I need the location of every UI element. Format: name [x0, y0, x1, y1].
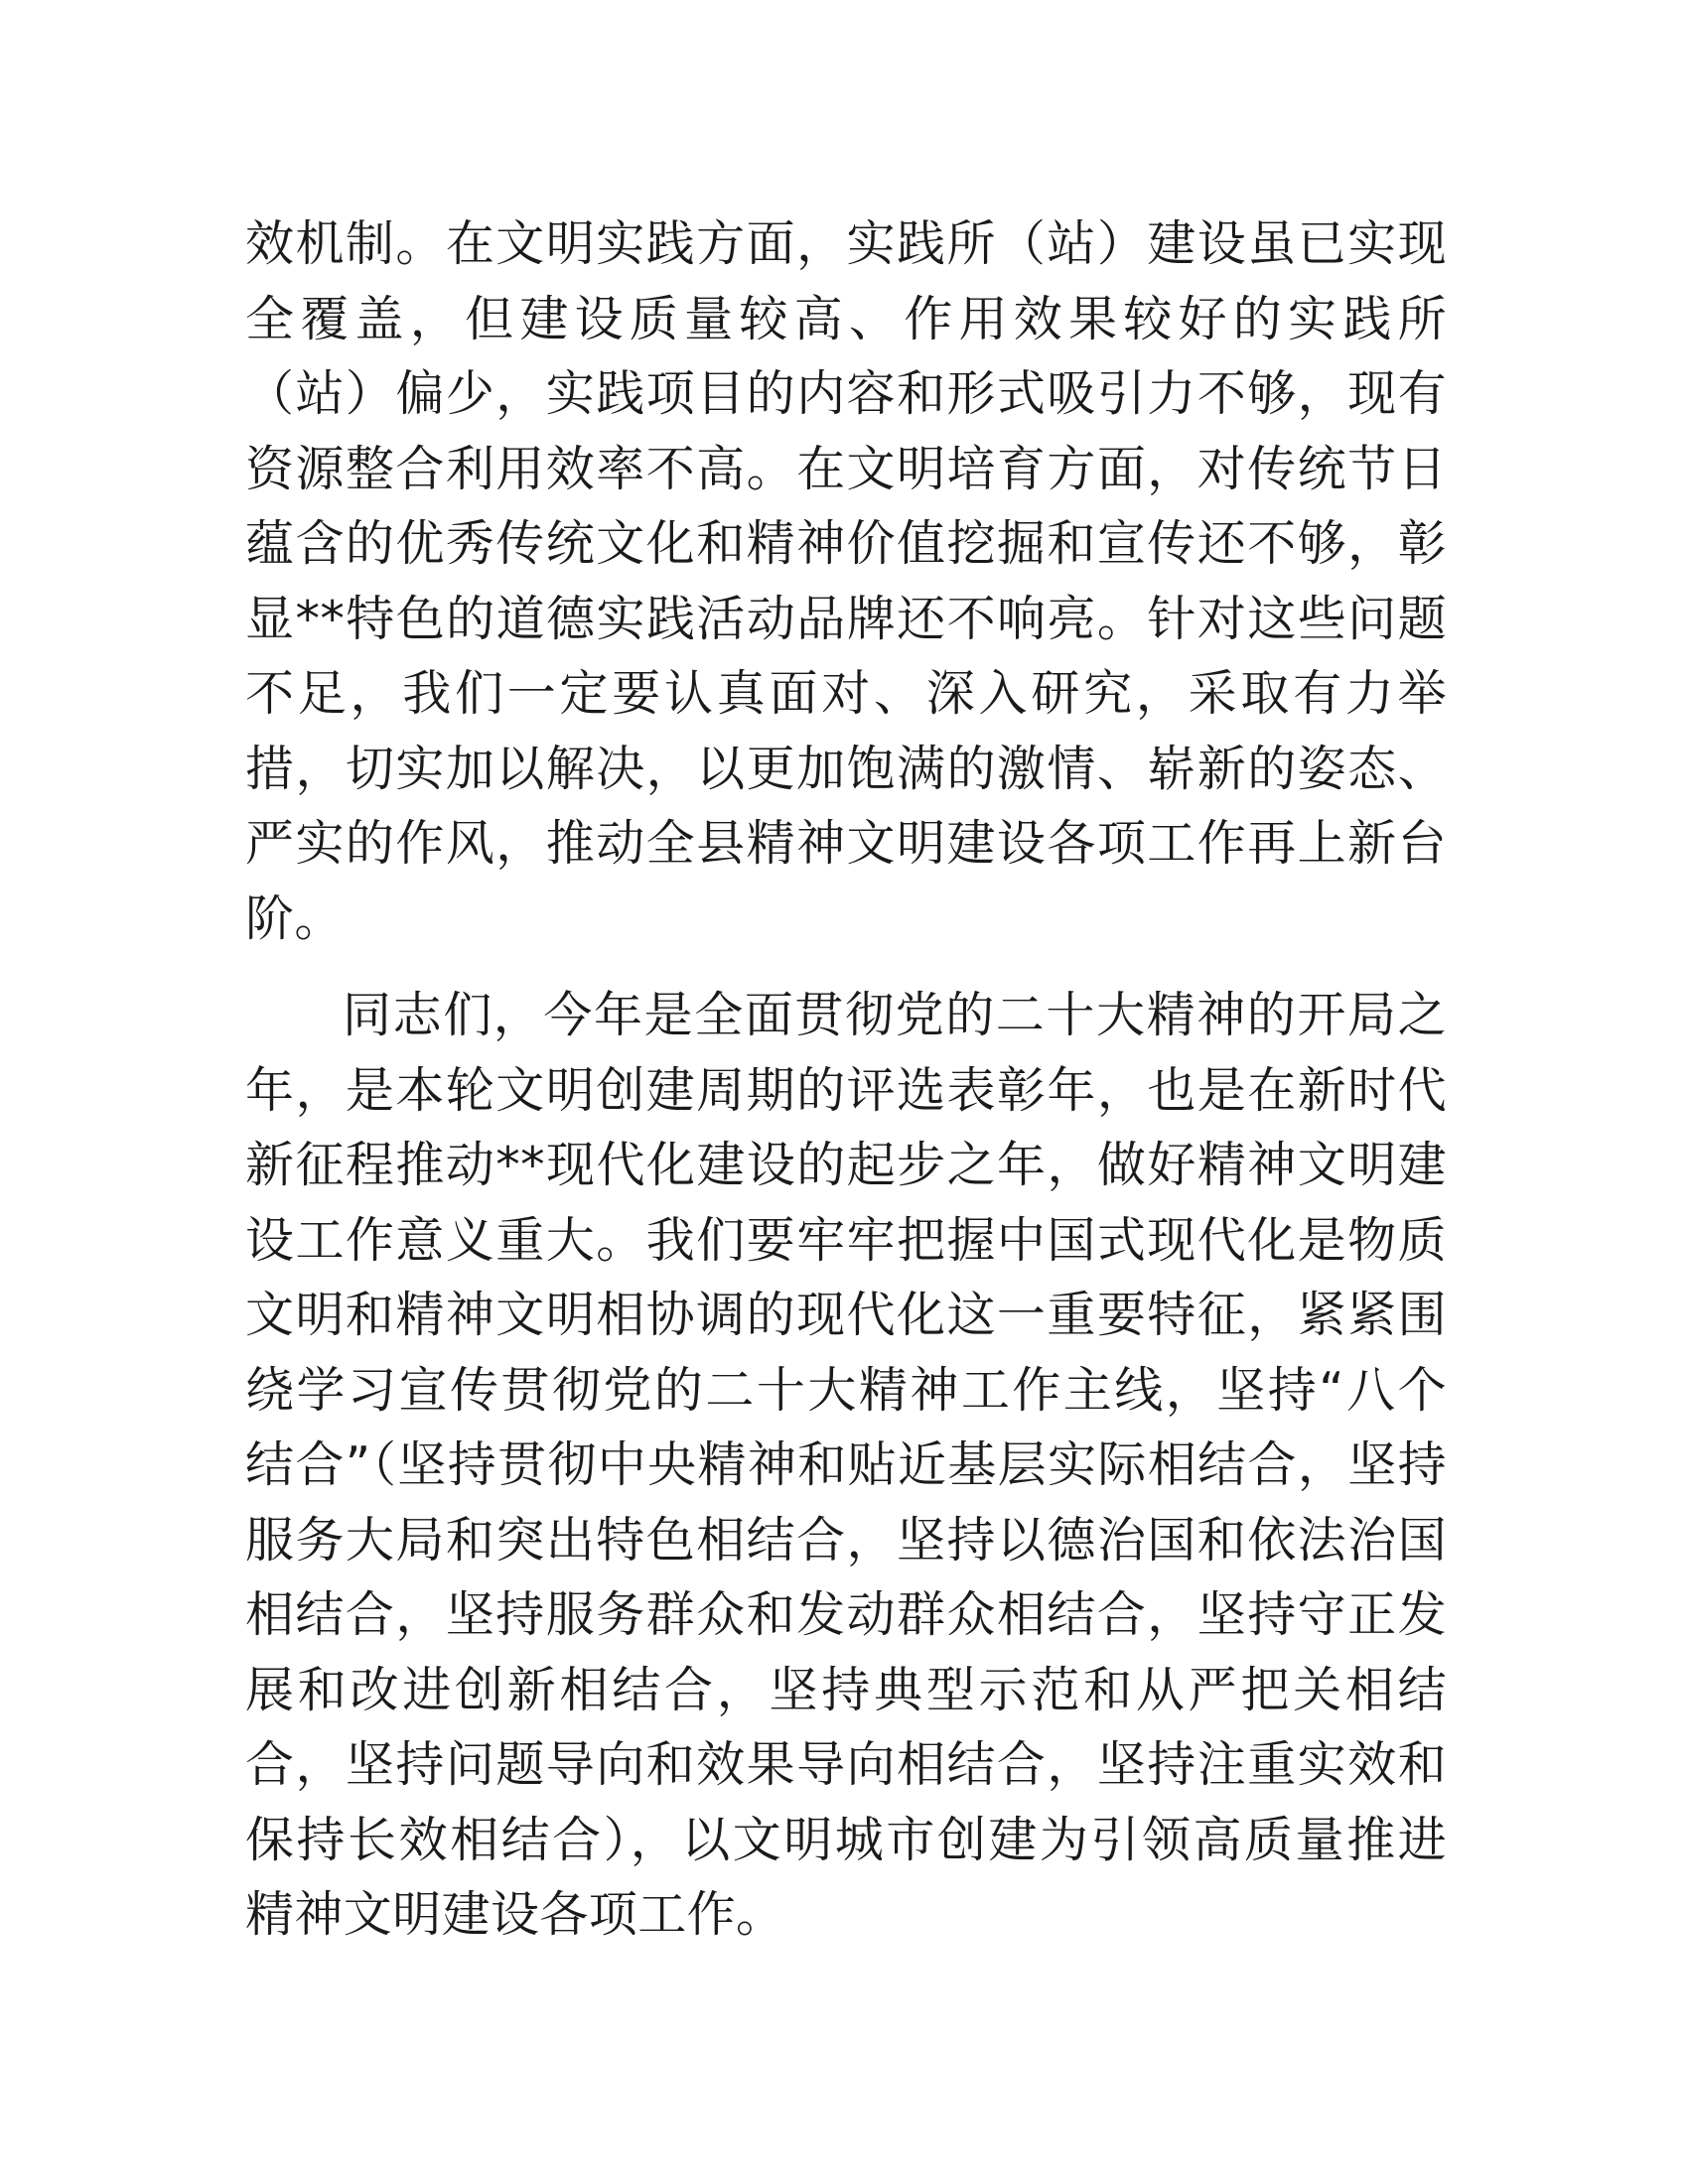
body-text: [245, 206, 1447, 1953]
paragraph-continued: 效机制。在文明实践方面，实践所（站）建设虽已实现全覆盖，但建设质量较高、作用效果较好的实践所（站）偏少，实践项目的内容和形式吸引力不够，现有资源整合利用效率不高。在文明培育方面，对传统节日蕴含的优秀传统文化和精神价值挖掘和宣传还不够，彰显**特色的道德实践活动品牌还不响亮。针对这些问题不足，我们一定要认真面对、深入研究，采取有力举措，切实加以解决，以更加饱满的激情、崭新的姿态、严实的作风，推动全县精神文明建设各项工作再上新台阶。: [245, 215, 1447, 947]
paragraph-comrades: 同志们，今年是全面贯彻党的二十大精神的开局之年，是本轮文明创建周期的评选表彰年，也是在新时代新征程推动**现代化建设的起步之年，做好精神文明建设工作意义重大。我们要牢牢把握中国式现代化是物质文明和精神文明相协调的现代化这一重要特征，紧紧围绕学习宣传贯彻党的二十大精神工作主线，坚持“八个结合”（坚持贯彻中央精神和贴近基层实际相结合，坚持服务大局和突出特色相结合，坚持以德治国和依法治国相结合，坚持服务群众和发动群众相结合，坚持守正发展和改进创新相结合，坚持典型示范和从严把关相结合，坚持问题导向和效果导向相结合，坚持注重实效和保持长效相结合），以文明城市创建为引领高质量推进精神文明建设各项工作。: [245, 987, 1447, 1943]
